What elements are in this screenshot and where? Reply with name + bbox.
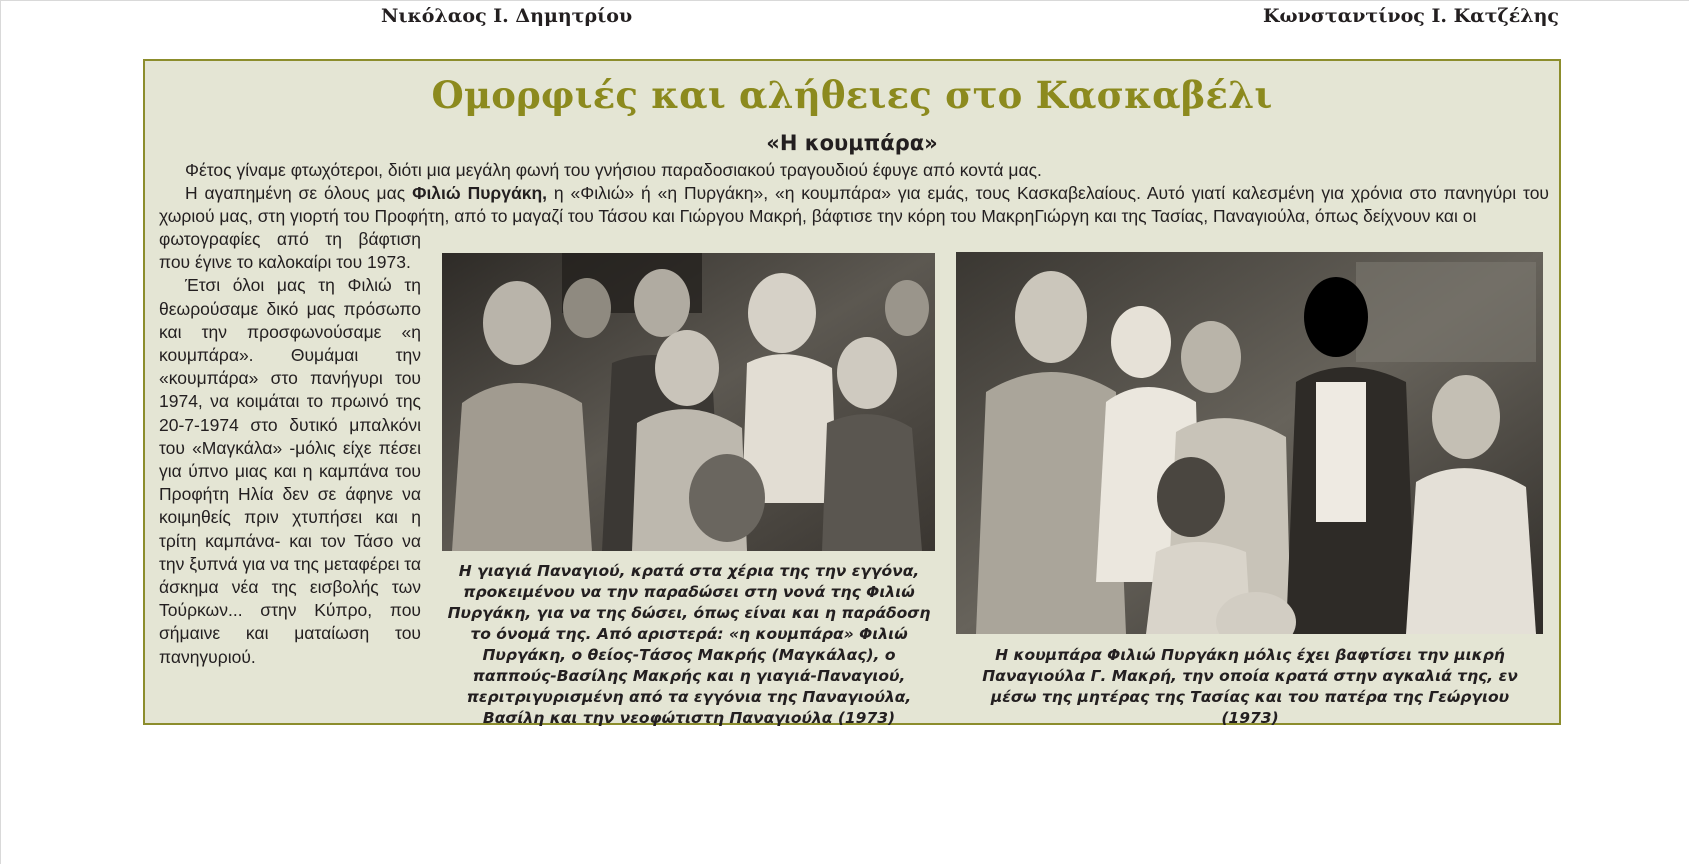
photo-1-image — [442, 253, 935, 551]
author-right: Κωνσταντίνος Ι. Κατζέλης — [1263, 5, 1559, 27]
author-left: Νικόλαος Ι. Δημητρίου — [381, 5, 633, 27]
photo-2-image — [956, 252, 1543, 634]
left-text-column — [159, 228, 421, 669]
paragraph-2-start: Η αγαπημένη σε όλους μας — [185, 183, 413, 203]
paragraph-2-rest: η «Φιλιώ» ή «η Πυργάκη», «η κουμπάρα» για εμάς, τους Κασκαβελαίους. Αυτό γιατί καλεσμένη για χρόνια στο πανηγύρι του χωριού μας, στη γιορτή του Προφήτη, από το μαγαζί του Τάσου και Γιώργου Μακρή, βάφτισε την κόρη του ΜακρηΓιώργη και της Τασίας, Παναγιούλα, όπως δείχνουν και οι — [159, 183, 1549, 226]
photo-2-caption: Η κουμπάρα Φιλιώ Πυργάκη μόλις έχει βαφτίσει την μικρή Παναγιούλα Γ. Μακρή, την οποία κρατά στην αγκαλιά της, εν μέσω της μητέρας της Τασίας και του πατέρα της Γεώργιου (1973) — [982, 646, 1518, 727]
column-paragraph: Έτσι όλοι μας τη Φιλιώ τη θεωρούσαμε δικό μας πρόσωπο και την προσφωνούσαμε «η κουμπάρα». Θυμάμαι την «κουμπάρα» στο πανήγυρι του 1974, να κοιμάται το πρωινό της 20-7-1974 στο δυτικό μπαλκόνι του «Μαγκάλα» -μόλις είχε πέσει για ύπνο μιας και η καμπάνα του Προφήτη Ηλία δεν σε άφηνε να κοιμηθείς πριν χτυπήσει και η τρίτη καμπάνα- και τον Τάσο να την ξυπνά για να της μεταφέρει τα άσκημα νέα της εισβολής των Τούρκων... στην Κύπρο, που σήμαινε και ματαίωση του πανηγυριού. — [159, 275, 421, 667]
paragraph-2-bold-name: Φιλιώ Πυργάκη, — [412, 183, 548, 203]
photo-baptism-grandmother — [442, 253, 935, 551]
photo-1-caption: Η γιαγιά Παναγιού, κρατά στα χέρια της την εγγόνα, προκειμένου να την παραδώσει στη νονά της Φιλιώ Πυργάκη, για να της δώσει, όπως είναι και η παράδοση το όνομά της. Από αριστερά: «η κουμπάρα» Φιλιώ Πυργάκη, ο θείος-Τάσος Μακρής (Μαγκάλας), ο παππούς-Βασίλης Μακρής και η γιαγιά-Παναγιού, περιτριγυρισμένη από τα εγγόνια της Παναγιούλα, Βασίλη και την νεοφώτιστη Παναγιούλα (1973) — [447, 562, 931, 727]
column-continuation: φωτογραφίες από τη βάφτιση που έγινε το καλοκαίρι του 1973. — [159, 229, 421, 273]
photo-baptism-godmother — [956, 252, 1543, 634]
article-paragraph-2 — [159, 182, 1549, 228]
article-headline: Ομορφιές και αλήθειες στο Κασκαβέλι — [431, 73, 1273, 117]
article-subtitle: «Η κουμπάρα» — [766, 131, 938, 155]
article-paragraph-1: Φέτος γίναμε φτωχότεροι, διότι μια μεγάλη φωνή του γνήσιου παραδοσιακού τραγουδιού έφυγε από κοντά μας. — [185, 160, 1042, 180]
article-box — [143, 59, 1561, 725]
